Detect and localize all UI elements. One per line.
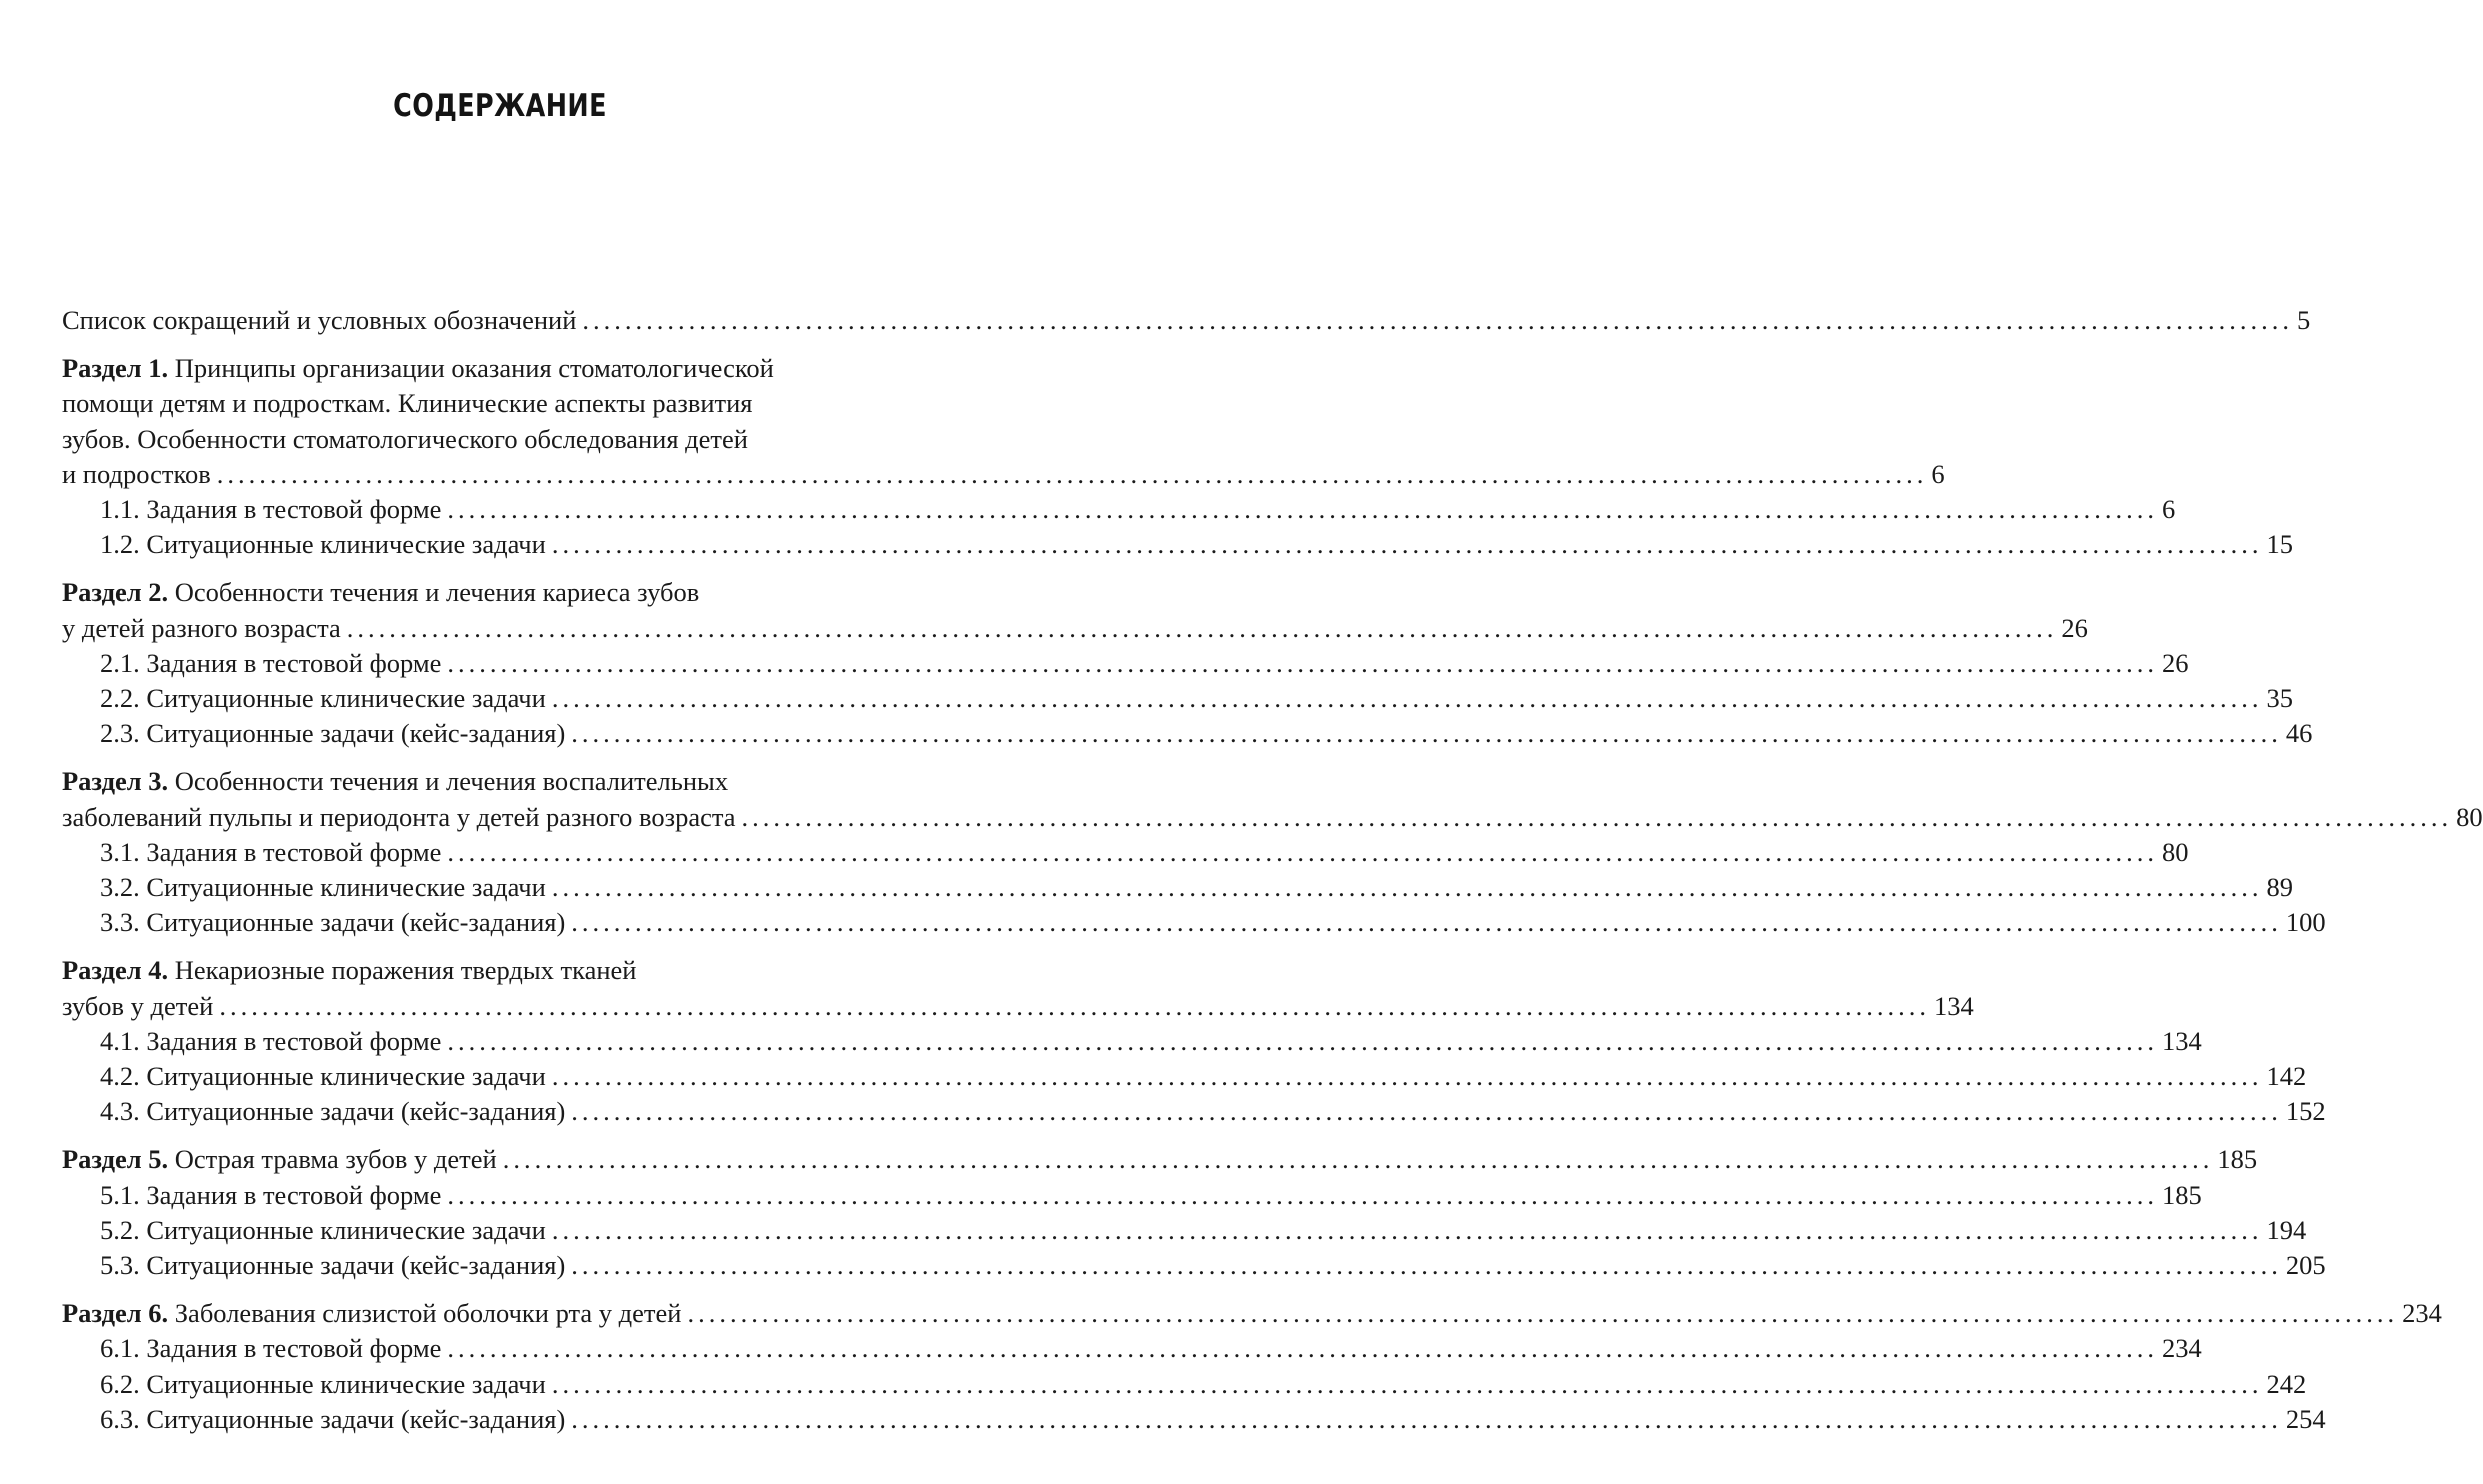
toc-subentry[interactable] — [62, 905, 2326, 940]
toc-abbreviations — [62, 303, 2311, 338]
page-number: 185 — [2217, 1144, 2258, 1175]
page-number: 242 — [2266, 1368, 2307, 1399]
page-number: 205 — [2285, 1250, 2326, 1281]
page-number: 234 — [2162, 1333, 2202, 1364]
section-title: Острая травма зубов у детей — [174, 1144, 497, 1175]
toc-section-1 — [62, 351, 2293, 562]
section-title-end: заболеваний пульпы и периодонта у детей разного возраста — [62, 801, 736, 832]
dot-leader: ................................................................................................................................................................. — [571, 1096, 2282, 1127]
page-number: 6 — [1931, 458, 1945, 489]
subentry-title: 4.2. Ситуационные клинические задачи — [100, 1061, 546, 1092]
page-number: 80 — [2456, 801, 2483, 832]
toc-subentry[interactable] — [62, 870, 2293, 905]
subentry-title: 3.1. Задания в тестовой форме — [100, 836, 442, 867]
dot-leader: ................................................................................................................................................................. — [551, 872, 2263, 903]
section-title: Некариозные поражения твердых тканей — [174, 955, 637, 986]
section-title: Принципы организации оказания стоматологической — [174, 353, 774, 384]
subentry-title: 2.2. Ситуационные клинические задачи — [100, 683, 546, 714]
page-number: 6 — [2162, 494, 2176, 525]
dot-leader: ................................................................................................................................................................. — [551, 683, 2263, 714]
dot-leader: ................................................................................................................................................................. — [502, 1144, 2214, 1175]
section-heading-line — [62, 764, 938, 799]
section-title: Особенности течения и лечения кариеса зубов — [174, 577, 700, 608]
toc-section-5 — [62, 1142, 2326, 1283]
toc-section-4 — [62, 953, 2326, 1129]
section-title-end: и подростков — [62, 458, 211, 489]
dot-leader: ................................................................................................................................................................. — [551, 1368, 2263, 1399]
toc-entry[interactable] — [62, 457, 1945, 492]
toc-subentry[interactable] — [62, 1402, 2326, 1437]
subentry-title: 5.2. Ситуационные клинические задачи — [100, 1214, 546, 1245]
subentry-title: 4.1. Задания в тестовой форме — [100, 1025, 442, 1056]
toc-subentry[interactable] — [62, 716, 2313, 751]
toc-entry[interactable] — [62, 989, 1974, 1024]
page-number: 35 — [2266, 683, 2293, 714]
subentry-title: 1.1. Задания в тестовой форме — [100, 494, 442, 525]
table-of-contents — [62, 303, 2483, 1437]
dot-leader: ................................................................................................................................................................. — [571, 1250, 2282, 1281]
section-label: Раздел 3. — [62, 766, 169, 797]
dot-leader: ................................................................................................................................................................. — [447, 1333, 2159, 1364]
section-title-end: зубов у детей — [62, 990, 214, 1021]
dot-leader: ................................................................................................................................................................. — [571, 718, 2282, 749]
section-title: Заболевания слизистой оболочки рта у детей — [174, 1298, 682, 1329]
dot-leader: ................................................................................................................................................................. — [551, 1214, 2263, 1245]
page-number: 15 — [2266, 529, 2293, 560]
section-label: Раздел 5. — [62, 1144, 169, 1175]
page-number: 100 — [2285, 907, 2326, 938]
toc-subentry[interactable] — [62, 1213, 2307, 1248]
toc-entry[interactable] — [62, 611, 2088, 646]
toc-subentry[interactable] — [62, 1248, 2326, 1283]
toc-subentry[interactable] — [62, 492, 2176, 527]
page-number: 26 — [2061, 612, 2088, 643]
section-heading — [62, 1142, 497, 1177]
subentry-title: 3.3. Ситуационные задачи (кейс-задания) — [100, 907, 566, 938]
section-heading-line — [62, 351, 938, 386]
section-title-line: зубов. Особенности стоматологического обследования детей — [62, 423, 748, 454]
toc-entry[interactable] — [62, 1296, 2442, 1331]
page-number: 5 — [2297, 305, 2311, 335]
toc-subentry[interactable] — [62, 527, 2293, 562]
section-label: Раздел 2. — [62, 577, 169, 608]
page-number: 152 — [2285, 1096, 2326, 1127]
page-title: СОДЕРЖАНИЕ — [393, 88, 607, 124]
page-number: 254 — [2285, 1403, 2326, 1434]
toc-subentry[interactable] — [62, 1331, 2202, 1366]
section-label: Раздел 4. — [62, 955, 169, 986]
page-number: 46 — [2285, 718, 2313, 749]
subentry-title: 2.3. Ситуационные задачи (кейс-задания) — [100, 718, 566, 749]
subentry-title: 1.2. Ситуационные клинические задачи — [100, 529, 546, 560]
subentry-title: 5.1. Задания в тестовой форме — [100, 1179, 442, 1210]
toc-subentry[interactable] — [62, 1024, 2202, 1059]
dot-leader: ................................................................................................................................................................. — [216, 458, 1928, 489]
toc-entry[interactable] — [62, 800, 2483, 835]
subentry-title: 6.1. Задания в тестовой форме — [100, 1333, 442, 1364]
dot-leader: ................................................................................................................................................................. — [447, 647, 2159, 678]
dot-leader: ................................................................................................................................................................. — [741, 801, 2453, 832]
toc-subentry[interactable] — [62, 1178, 2202, 1213]
toc-subentry[interactable] — [62, 681, 2293, 716]
dot-leader: ................................................................................................................................................................. — [687, 1298, 2399, 1329]
subentry-title: 6.2. Ситуационные клинические задачи — [100, 1368, 546, 1399]
toc-section-2 — [62, 575, 2313, 751]
page-number: 185 — [2162, 1179, 2202, 1210]
section-heading-line — [62, 953, 938, 988]
entry-title: Список сокращений и условных обозначений — [62, 305, 577, 335]
dot-leader: ................................................................................................................................................................. — [571, 1403, 2282, 1434]
page-number: 234 — [2402, 1298, 2442, 1329]
subentry-title: 6.3. Ситуационные задачи (кейс-задания) — [100, 1403, 566, 1434]
page-number: 80 — [2162, 836, 2189, 867]
dot-leader: ................................................................................................................................................................. — [582, 305, 2294, 335]
page-number: 134 — [2162, 1025, 2202, 1056]
dot-leader: ................................................................................................................................................................. — [551, 1061, 2263, 1092]
dot-leader: ................................................................................................................................................................. — [447, 1179, 2159, 1210]
subentry-title: 4.3. Ситуационные задачи (кейс-задания) — [100, 1096, 566, 1127]
page-number: 142 — [2266, 1061, 2307, 1092]
toc-subentry[interactable] — [62, 1094, 2326, 1129]
section-title-end: у детей разного возраста — [62, 612, 341, 643]
section-label: Раздел 1. — [62, 353, 169, 384]
subentry-title: 2.1. Задания в тестовой форме — [100, 647, 442, 678]
page-number: 26 — [2162, 647, 2189, 678]
page-number: 89 — [2266, 872, 2293, 903]
toc-subentry[interactable] — [62, 835, 2189, 870]
dot-leader: ................................................................................................................................................................. — [346, 612, 2058, 643]
toc-entry[interactable] — [62, 303, 2311, 338]
toc-subentry[interactable] — [62, 646, 2189, 681]
page-number: 134 — [1933, 990, 1974, 1021]
section-heading-line — [62, 575, 938, 610]
subentry-title: 3.2. Ситуационные клинические задачи — [100, 872, 546, 903]
page-number: 194 — [2266, 1214, 2307, 1245]
toc-subentry[interactable] — [62, 1367, 2307, 1402]
toc-subentry[interactable] — [62, 1059, 2307, 1094]
dot-leader: ................................................................................................................................................................. — [447, 1025, 2159, 1056]
dot-leader: ................................................................................................................................................................. — [219, 990, 1930, 1021]
dot-leader: ................................................................................................................................................................. — [447, 836, 2159, 867]
section-title: Особенности течения и лечения воспалительных — [174, 766, 729, 797]
section-label: Раздел 6. — [62, 1298, 169, 1329]
toc-entry[interactable] — [62, 1142, 2258, 1177]
dot-leader: ................................................................................................................................................................. — [447, 494, 2159, 525]
dot-leader: ................................................................................................................................................................. — [551, 529, 2263, 560]
toc-section-3 — [62, 764, 2483, 940]
section-heading — [62, 1296, 681, 1331]
toc-section-6 — [62, 1296, 2442, 1437]
subentry-title: 5.3. Ситуационные задачи (кейс-задания) — [100, 1250, 566, 1281]
section-title-line: помощи детям и подросткам. Клинические аспекты развития — [62, 388, 753, 419]
dot-leader: ................................................................................................................................................................. — [571, 907, 2282, 938]
